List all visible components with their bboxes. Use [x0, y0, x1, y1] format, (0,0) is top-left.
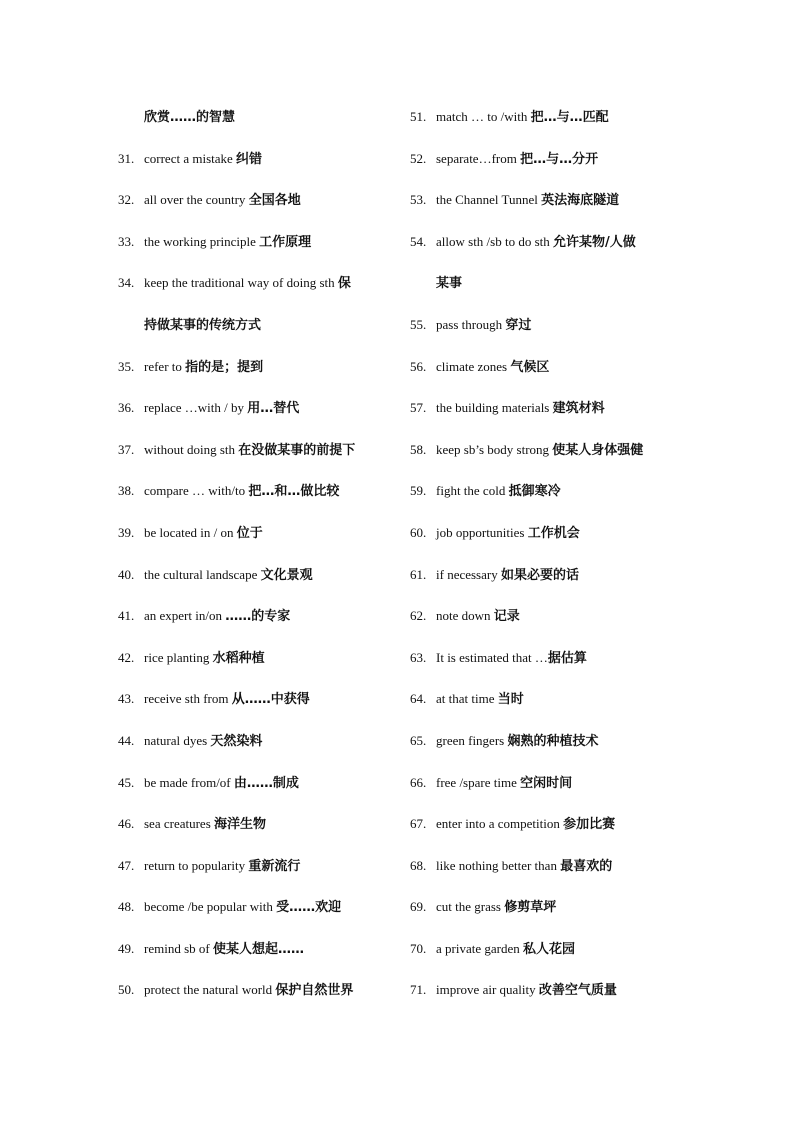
chinese-meaning: 改善空气质量	[538, 983, 617, 999]
phrase-item	[410, 845, 700, 887]
english-phrase: It is estimated that …	[436, 649, 548, 665]
phrase-item	[118, 637, 388, 679]
item-number: 43.	[118, 691, 135, 707]
english-phrase: remind sb of	[144, 940, 213, 956]
chinese-meaning: 位于	[236, 525, 263, 541]
phrase-item	[118, 969, 388, 1011]
chinese-meaning: 持做某事的传统方式	[144, 317, 262, 333]
item-number: 31.	[118, 150, 135, 166]
chinese-meaning: 水稻种植	[212, 650, 265, 666]
chinese-meaning: 某事	[436, 276, 463, 292]
phrase-item	[410, 96, 700, 138]
english-phrase: receive sth from	[144, 691, 232, 707]
english-phrase: refer to	[144, 358, 186, 374]
chinese-meaning: 参加比赛	[563, 817, 616, 833]
phrase-item	[118, 138, 388, 180]
item-number: 57.	[410, 400, 427, 416]
english-phrase: enter into a competition	[436, 816, 564, 832]
phrase-item	[410, 928, 700, 970]
english-phrase: the building materials	[436, 400, 553, 416]
english-phrase: like nothing better than	[436, 857, 561, 873]
phrase-item	[410, 470, 700, 512]
item-number: 52.	[410, 150, 427, 166]
item-number: 40.	[118, 566, 135, 582]
item-number: 58.	[410, 441, 427, 457]
chinese-meaning: 工作原理	[259, 234, 312, 250]
item-number: 33.	[118, 233, 135, 249]
english-phrase: cut the grass	[436, 899, 505, 915]
chinese-meaning: 用…替代	[247, 401, 300, 417]
phrase-item	[410, 512, 700, 554]
english-phrase: rice planting	[144, 649, 213, 665]
phrase-item	[118, 221, 388, 263]
chinese-meaning: 使某人身体强健	[552, 442, 644, 458]
chinese-meaning: 把…和…做比较	[248, 484, 340, 500]
english-phrase: be located in / on	[144, 524, 237, 540]
phrase-continuation	[118, 304, 388, 346]
phrase-item	[410, 762, 700, 804]
phrase-item	[118, 470, 388, 512]
phrase-item	[410, 387, 700, 429]
chinese-meaning: 娴熟的种植技术	[507, 733, 599, 749]
chinese-meaning: 文化景观	[260, 567, 313, 583]
phrase-item	[410, 886, 700, 928]
item-number: 51.	[410, 109, 427, 124]
item-number: 39.	[118, 524, 135, 540]
phrase-item	[118, 845, 388, 887]
item-number: 54.	[410, 233, 427, 249]
item-number: 32.	[118, 192, 135, 208]
phrase-continuation	[118, 96, 388, 138]
chinese-meaning: 保	[337, 276, 351, 292]
item-number: 53.	[410, 192, 427, 208]
item-number: 67.	[410, 816, 427, 832]
item-number: 70.	[410, 940, 427, 956]
item-number: 34.	[118, 275, 135, 291]
chinese-meaning: 把…与…分开	[520, 151, 599, 167]
item-number: 66.	[410, 774, 427, 790]
english-phrase: return to popularity	[144, 857, 249, 873]
chinese-meaning: 私人花园	[522, 941, 575, 957]
phrase-item	[410, 221, 700, 263]
chinese-meaning: 据估算	[547, 650, 587, 666]
item-number: 59.	[410, 483, 427, 499]
item-number: 56.	[410, 358, 427, 374]
phrase-item	[118, 678, 388, 720]
english-phrase: fight the cold	[436, 483, 509, 499]
english-phrase: at that time	[436, 691, 498, 707]
chinese-meaning: 从……中获得	[231, 692, 310, 708]
phrase-item	[118, 387, 388, 429]
chinese-meaning: 重新流行	[248, 858, 301, 874]
item-number: 46.	[118, 816, 135, 832]
item-number: 36.	[118, 400, 135, 416]
chinese-meaning: 海洋生物	[214, 817, 267, 833]
english-phrase: keep sb’s body strong	[436, 441, 553, 457]
chinese-meaning: 工作机会	[527, 525, 580, 541]
item-number: 69.	[410, 899, 427, 915]
phrase-item	[118, 720, 388, 762]
right-column	[410, 96, 700, 1011]
item-number: 48.	[118, 899, 135, 915]
chinese-meaning: 穿过	[505, 317, 532, 333]
phrase-item	[118, 803, 388, 845]
left-column	[118, 96, 388, 1011]
english-phrase: be made from/of	[144, 774, 234, 790]
chinese-meaning: 英法海底隧道	[541, 193, 620, 209]
item-number: 35.	[118, 358, 135, 374]
chinese-meaning: 当时	[497, 692, 524, 708]
english-phrase: climate zones	[436, 358, 511, 374]
english-phrase: allow sth /sb to do sth	[436, 233, 554, 249]
item-number: 47.	[118, 857, 135, 873]
english-phrase: sea creatures	[144, 816, 215, 832]
english-phrase: if necessary	[436, 566, 501, 582]
item-number: 62.	[410, 608, 427, 624]
chinese-meaning: 抵御寒冷	[508, 484, 561, 500]
chinese-meaning: 天然染料	[210, 733, 263, 749]
english-phrase: replace …with / by	[144, 400, 248, 416]
item-number: 64.	[410, 691, 427, 707]
english-phrase: a private garden	[436, 940, 523, 956]
english-phrase: match … to /with	[436, 109, 531, 124]
english-phrase: an expert in/on	[144, 608, 226, 624]
phrase-item	[410, 554, 700, 596]
english-phrase: the Channel Tunnel	[436, 192, 542, 208]
english-phrase: all over the country	[144, 192, 249, 208]
item-number: 44.	[118, 732, 135, 748]
phrase-item	[410, 678, 700, 720]
chinese-meaning: 使某人想起……	[212, 941, 304, 957]
phrase-item	[410, 595, 700, 637]
english-phrase: the cultural landscape	[144, 566, 261, 582]
item-number: 55.	[410, 316, 427, 332]
phrase-item	[410, 969, 700, 1011]
item-number: 42.	[118, 649, 135, 665]
phrase-item	[118, 179, 388, 221]
phrase-item	[118, 928, 388, 970]
chinese-meaning: 建筑材料	[552, 401, 605, 417]
chinese-meaning: 全国各地	[248, 193, 301, 209]
english-phrase: keep the traditional way of doing sth	[144, 275, 338, 291]
phrase-item	[410, 346, 700, 388]
english-phrase: correct a mistake	[144, 150, 237, 166]
phrase-item	[410, 304, 700, 346]
english-phrase: green fingers	[436, 732, 508, 748]
phrase-item	[410, 637, 700, 679]
english-phrase: the working principle	[144, 233, 260, 249]
english-phrase: protect the natural world	[144, 982, 276, 998]
chinese-meaning: ……的专家	[225, 609, 291, 625]
phrase-item	[118, 262, 388, 304]
item-number: 60.	[410, 524, 427, 540]
phrase-item	[118, 346, 388, 388]
item-number: 37.	[118, 441, 135, 457]
english-phrase: pass through	[436, 316, 506, 332]
item-number: 41.	[118, 608, 135, 624]
phrase-continuation	[410, 262, 700, 304]
item-number: 50.	[118, 982, 135, 998]
english-phrase: free /spare time	[436, 774, 521, 790]
phrase-item	[118, 554, 388, 596]
chinese-meaning: 修剪草坪	[504, 900, 557, 916]
phrase-item	[118, 429, 388, 471]
chinese-meaning: 最喜欢的	[560, 858, 613, 874]
chinese-meaning: 气候区	[510, 359, 550, 375]
english-phrase: note down	[436, 608, 494, 624]
chinese-meaning: 欣赏……的智慧	[144, 110, 236, 125]
english-phrase: job opportunities	[436, 524, 528, 540]
chinese-meaning: 记录	[493, 609, 520, 625]
phrase-item	[410, 179, 700, 221]
item-number: 65.	[410, 732, 427, 748]
item-number: 68.	[410, 857, 427, 873]
english-phrase: become /be popular with	[144, 899, 277, 915]
chinese-meaning: 保护自然世界	[275, 983, 354, 999]
item-number: 49.	[118, 940, 135, 956]
english-phrase: compare … with/to	[144, 483, 249, 499]
chinese-meaning: 指的是；提到	[185, 359, 264, 375]
chinese-meaning: 如果必要的话	[500, 567, 579, 583]
chinese-meaning: 空闲时间	[520, 775, 573, 791]
chinese-meaning: 把…与…匹配	[530, 110, 609, 125]
phrase-item	[410, 803, 700, 845]
english-phrase: separate…from	[436, 150, 521, 166]
phrase-item	[118, 512, 388, 554]
item-number: 61.	[410, 566, 427, 582]
english-phrase: improve air quality	[436, 982, 539, 998]
chinese-meaning: 允许某物/人做	[553, 234, 636, 250]
item-number: 71.	[410, 982, 427, 998]
chinese-meaning: 纠错	[236, 151, 263, 167]
item-number: 38.	[118, 483, 135, 499]
chinese-meaning: 受……欢迎	[276, 900, 342, 916]
phrase-item	[118, 595, 388, 637]
phrase-item	[118, 886, 388, 928]
phrase-item	[118, 762, 388, 804]
item-number: 45.	[118, 774, 135, 790]
english-phrase: without doing sth	[144, 441, 239, 457]
phrase-item	[410, 429, 700, 471]
phrase-item	[410, 138, 700, 180]
english-phrase: natural dyes	[144, 732, 211, 748]
chinese-meaning: 由……制成	[233, 775, 299, 791]
chinese-meaning: 在没做某事的前提下	[238, 442, 356, 458]
phrase-item	[410, 720, 700, 762]
item-number: 63.	[410, 649, 427, 665]
